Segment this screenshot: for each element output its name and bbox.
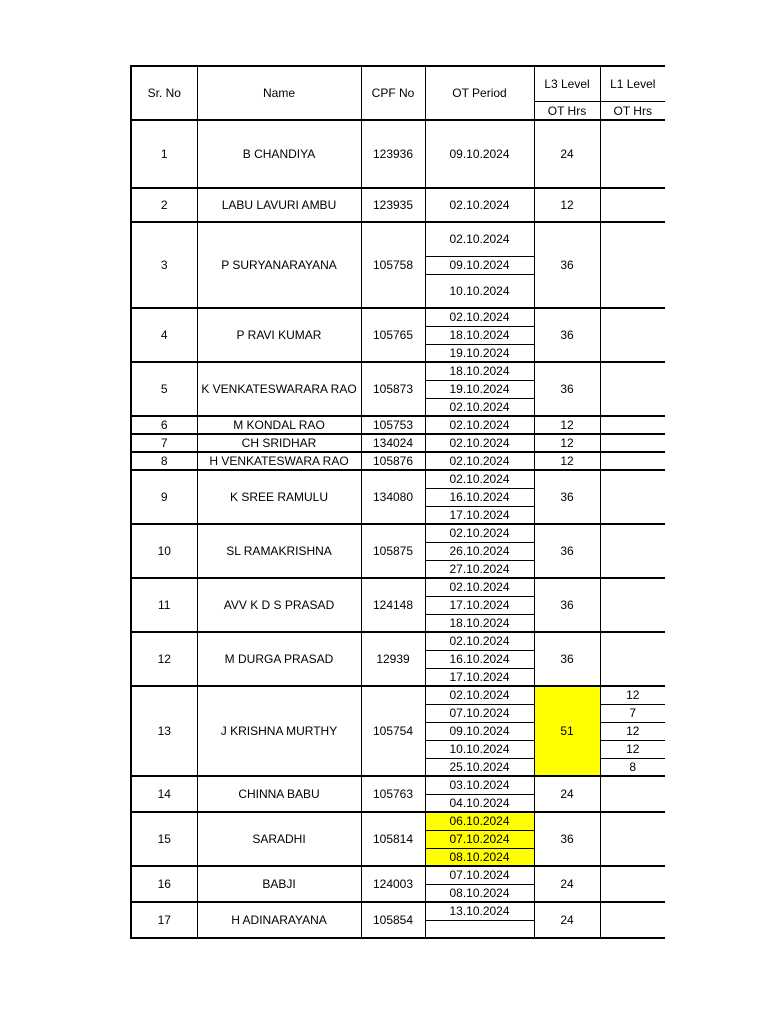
header-l3-level: L3 Level: [534, 66, 600, 102]
l1-ot-hrs-cell: [600, 362, 665, 416]
cpf-cell: 123936: [361, 120, 425, 188]
name-cell: P SURYANARAYANA: [197, 222, 361, 308]
ot-period-cell: [425, 920, 534, 938]
name-cell: SARADHI: [197, 812, 361, 866]
ot-period-cell: 10.10.2024: [425, 740, 534, 758]
name-cell: CHINNA BABU: [197, 776, 361, 812]
ot-period-cell: 04.10.2024: [425, 794, 534, 812]
ot-period-cell: 19.10.2024: [425, 380, 534, 398]
name-cell: BABJI: [197, 866, 361, 902]
l3-ot-hrs-cell: 12: [534, 434, 600, 452]
l1-ot-hrs-cell: [600, 188, 665, 222]
ot-period-cell: 02.10.2024: [425, 398, 534, 416]
cpf-cell: 124148: [361, 578, 425, 632]
l3-ot-hrs-cell: 36: [534, 308, 600, 362]
table-row: [131, 222, 665, 256]
ot-period-cell: 27.10.2024: [425, 560, 534, 578]
l3-ot-hrs-cell: 36: [534, 578, 600, 632]
sr-no-cell: 13: [131, 686, 197, 776]
spreadsheet: [130, 65, 665, 940]
name-cell: AVV K D S PRASAD: [197, 578, 361, 632]
ot-period-cell: 09.10.2024: [425, 120, 534, 188]
table-row: [131, 776, 665, 794]
cpf-cell: 105873: [361, 362, 425, 416]
ot-period-cell: 02.10.2024: [425, 188, 534, 222]
table-row: [131, 188, 665, 222]
ot-period-cell: 02.10.2024: [425, 416, 534, 434]
header-l1-level: L1 Level: [600, 66, 665, 102]
ot-period-cell: 18.10.2024: [425, 326, 534, 344]
ot-period-cell: 02.10.2024: [425, 578, 534, 596]
l1-ot-hrs-cell: 7: [600, 704, 665, 722]
name-cell: K VENKATESWARARA RAO: [197, 362, 361, 416]
l1-ot-hrs-cell: [600, 632, 665, 686]
name-cell: B CHANDIYA: [197, 120, 361, 188]
header-sr-no: Sr. No: [131, 66, 197, 120]
ot-period-cell: 18.10.2024: [425, 614, 534, 632]
cpf-cell: 134080: [361, 470, 425, 524]
l1-ot-hrs-cell: [600, 524, 665, 578]
cpf-cell: 12939: [361, 632, 425, 686]
l1-ot-hrs-cell: 12: [600, 686, 665, 704]
cpf-cell: 105765: [361, 308, 425, 362]
l1-ot-hrs-cell: [600, 812, 665, 866]
sr-no-cell: 4: [131, 308, 197, 362]
sr-no-cell: 2: [131, 188, 197, 222]
ot-period-cell: 07.10.2024: [425, 704, 534, 722]
name-cell: H ADINARAYANA: [197, 902, 361, 938]
table-row: [131, 362, 665, 380]
sr-no-cell: 1: [131, 120, 197, 188]
l3-ot-hrs-cell: 12: [534, 452, 600, 470]
name-cell: SL RAMAKRISHNA: [197, 524, 361, 578]
ot-period-cell: 02.10.2024: [425, 434, 534, 452]
cpf-cell: 105763: [361, 776, 425, 812]
ot-period-cell: 25.10.2024: [425, 758, 534, 776]
l1-ot-hrs-cell: 12: [600, 740, 665, 758]
sr-no-cell: 11: [131, 578, 197, 632]
l1-ot-hrs-cell: [600, 776, 665, 812]
l3-ot-hrs-cell: 36: [534, 812, 600, 866]
cpf-cell: 105754: [361, 686, 425, 776]
ot-period-cell: 02.10.2024: [425, 470, 534, 488]
sr-no-cell: 6: [131, 416, 197, 434]
ot-period-cell: 02.10.2024: [425, 222, 534, 256]
l3-ot-hrs-cell: 12: [534, 188, 600, 222]
ot-period-cell: 02.10.2024: [425, 686, 534, 704]
l1-ot-hrs-cell: [600, 452, 665, 470]
sr-no-cell: 7: [131, 434, 197, 452]
header-cpf-no: CPF No: [361, 66, 425, 120]
cpf-cell: 105758: [361, 222, 425, 308]
l1-ot-hrs-cell: [600, 120, 665, 188]
l1-ot-hrs-cell: [600, 434, 665, 452]
cpf-cell: 105753: [361, 416, 425, 434]
cpf-cell: 124003: [361, 866, 425, 902]
l3-ot-hrs-cell: 36: [534, 524, 600, 578]
table-row: [131, 416, 665, 434]
ot-period-cell: 17.10.2024: [425, 668, 534, 686]
sr-no-cell: 12: [131, 632, 197, 686]
cpf-cell: 105854: [361, 902, 425, 938]
sr-no-cell: 16: [131, 866, 197, 902]
header-l3-ot-hrs: OT Hrs: [534, 102, 600, 121]
l3-ot-hrs-cell: 36: [534, 362, 600, 416]
cpf-cell: 123935: [361, 188, 425, 222]
ot-period-cell: 16.10.2024: [425, 488, 534, 506]
sr-no-cell: 17: [131, 902, 197, 938]
sr-no-cell: 8: [131, 452, 197, 470]
name-cell: LABU LAVURI AMBU: [197, 188, 361, 222]
ot-period-cell: 26.10.2024: [425, 542, 534, 560]
l1-ot-hrs-cell: [600, 578, 665, 632]
l3-ot-hrs-cell: 24: [534, 902, 600, 938]
name-cell: M KONDAL RAO: [197, 416, 361, 434]
table-row: [131, 452, 665, 470]
ot-period-cell: 02.10.2024: [425, 632, 534, 650]
ot-period-cell: 08.10.2024: [425, 884, 534, 902]
l3-ot-hrs-cell: 24: [534, 866, 600, 902]
ot-period-cell: 02.10.2024: [425, 524, 534, 542]
ot-period-cell: 17.10.2024: [425, 596, 534, 614]
l1-ot-hrs-cell: 12: [600, 722, 665, 740]
l3-ot-hrs-cell: 24: [534, 120, 600, 188]
table-row: [131, 578, 665, 596]
l1-ot-hrs-cell: [600, 902, 665, 938]
sr-no-cell: 14: [131, 776, 197, 812]
ot-period-cell: 17.10.2024: [425, 506, 534, 524]
name-cell: CH SRIDHAR: [197, 434, 361, 452]
header-ot-period: OT Period: [425, 66, 534, 120]
table-row: [131, 470, 665, 488]
l1-ot-hrs-cell: [600, 866, 665, 902]
l1-ot-hrs-cell: [600, 416, 665, 434]
ot-period-cell: 08.10.2024: [425, 848, 534, 866]
ot-period-cell: 02.10.2024: [425, 308, 534, 326]
table-row: [131, 524, 665, 542]
name-cell: J KRISHNA MURTHY: [197, 686, 361, 776]
ot-period-cell: 09.10.2024: [425, 256, 534, 274]
l3-ot-hrs-cell: 36: [534, 222, 600, 308]
cpf-cell: 134024: [361, 434, 425, 452]
header-name: Name: [197, 66, 361, 120]
cpf-cell: 105875: [361, 524, 425, 578]
ot-period-cell: 03.10.2024: [425, 776, 534, 794]
l1-ot-hrs-cell: [600, 222, 665, 308]
name-cell: K SREE RAMULU: [197, 470, 361, 524]
name-cell: P RAVI KUMAR: [197, 308, 361, 362]
name-cell: H VENKATESWARA RAO: [197, 452, 361, 470]
ot-period-cell: 07.10.2024: [425, 830, 534, 848]
ot-period-cell: 06.10.2024: [425, 812, 534, 830]
ot-period-cell: 16.10.2024: [425, 650, 534, 668]
l1-ot-hrs-cell: 8: [600, 758, 665, 776]
ot-table: [130, 65, 665, 939]
table-row: [131, 120, 665, 188]
table-row: [131, 434, 665, 452]
ot-period-cell: 09.10.2024: [425, 722, 534, 740]
table-row: [131, 686, 665, 704]
table-row: [131, 308, 665, 326]
ot-period-cell: 13.10.2024: [425, 902, 534, 920]
table-row: [131, 866, 665, 884]
cpf-cell: 105814: [361, 812, 425, 866]
table-row: [131, 632, 665, 650]
sr-no-cell: 15: [131, 812, 197, 866]
l3-ot-hrs-cell: 12: [534, 416, 600, 434]
sr-no-cell: 10: [131, 524, 197, 578]
sr-no-cell: 5: [131, 362, 197, 416]
l1-ot-hrs-cell: [600, 470, 665, 524]
ot-period-cell: 19.10.2024: [425, 344, 534, 362]
l3-ot-hrs-cell: 24: [534, 776, 600, 812]
table-row: [131, 902, 665, 920]
name-cell: M DURGA PRASAD: [197, 632, 361, 686]
sr-no-cell: 3: [131, 222, 197, 308]
ot-period-cell: 18.10.2024: [425, 362, 534, 380]
l3-ot-hrs-cell: 36: [534, 470, 600, 524]
sr-no-cell: 9: [131, 470, 197, 524]
table-body: [131, 120, 665, 938]
l3-ot-hrs-cell: 51: [534, 686, 600, 776]
header-l1-ot-hrs: OT Hrs: [600, 102, 665, 121]
l3-ot-hrs-cell: 36: [534, 632, 600, 686]
l1-ot-hrs-cell: [600, 308, 665, 362]
cpf-cell: 105876: [361, 452, 425, 470]
table-row: [131, 812, 665, 830]
ot-period-cell: 10.10.2024: [425, 274, 534, 308]
ot-period-cell: 02.10.2024: [425, 452, 534, 470]
ot-period-cell: 07.10.2024: [425, 866, 534, 884]
